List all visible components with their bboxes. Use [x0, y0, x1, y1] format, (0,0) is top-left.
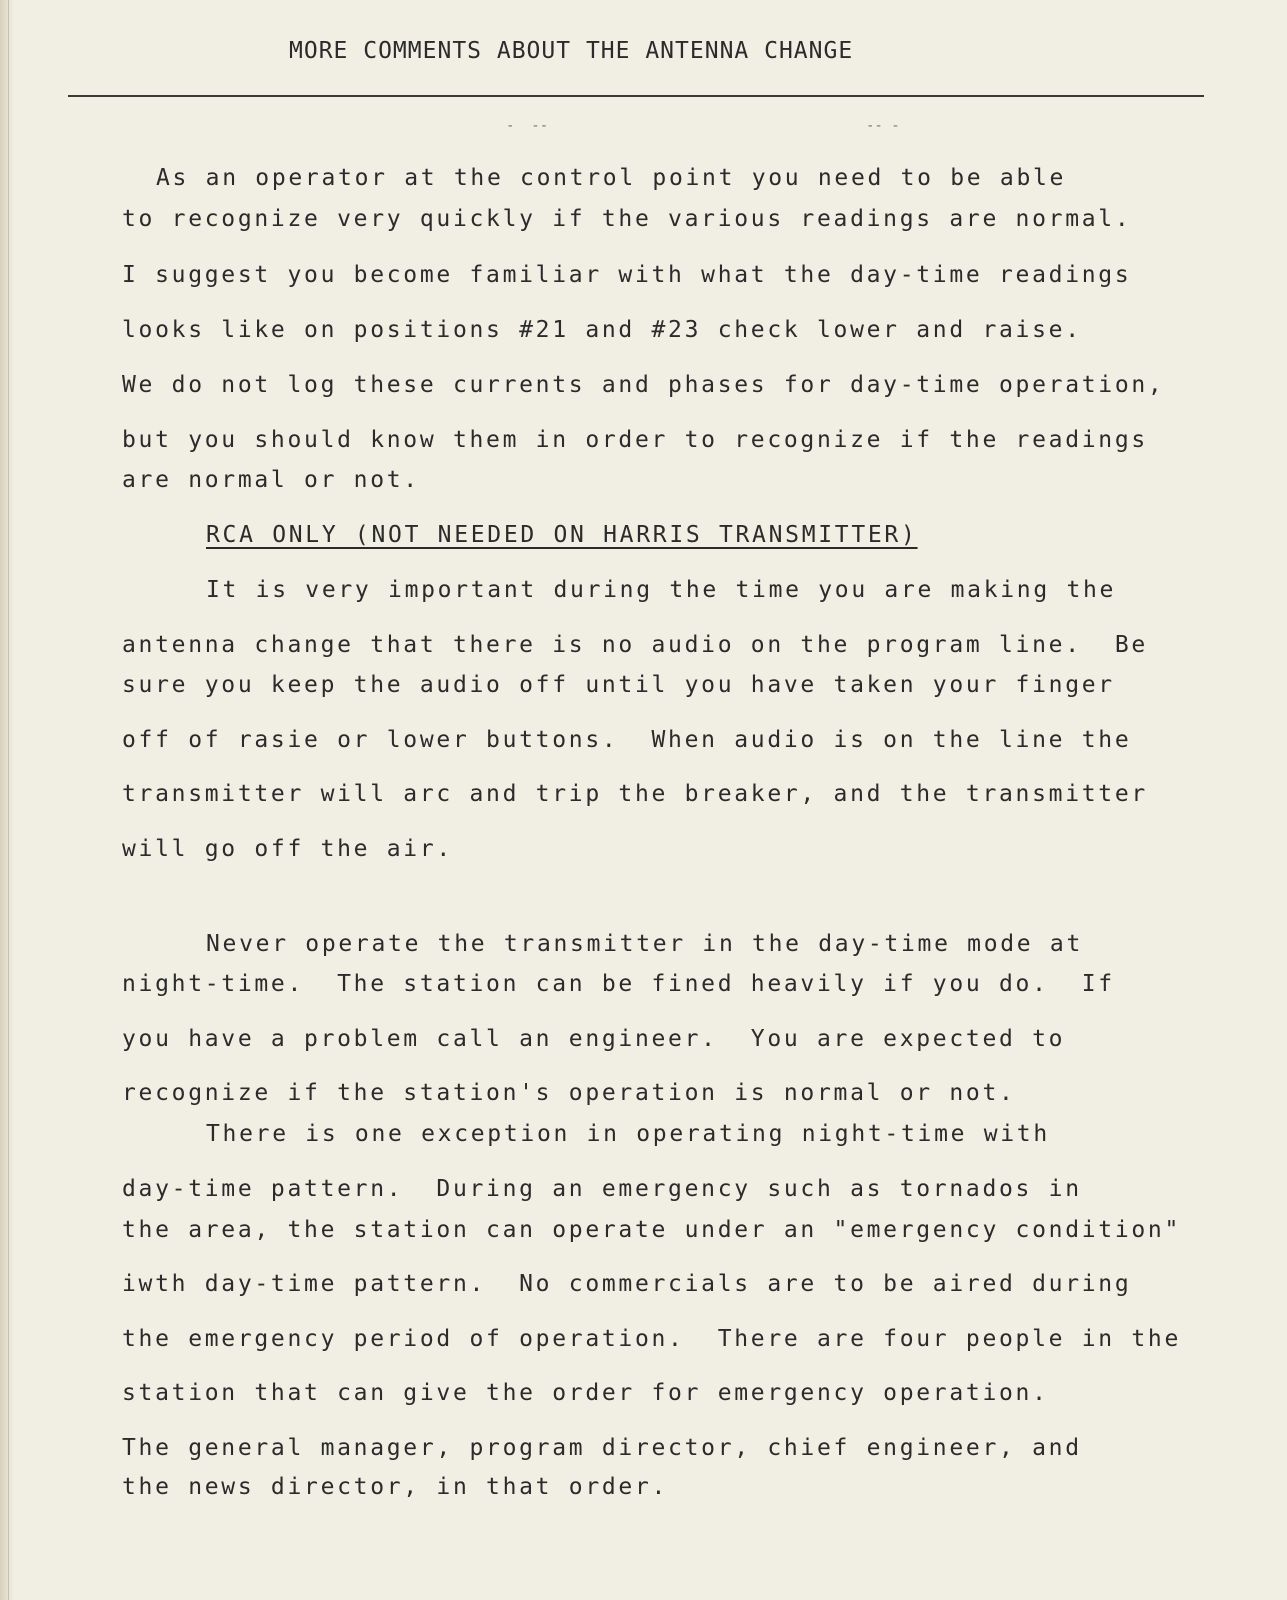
- paragraph-2-line: transmitter will arc and trip the breaker, and the transmitter: [122, 781, 1148, 807]
- paragraph-1-line: looks like on positions #21 and #23 check lower and raise.: [122, 317, 1082, 343]
- paragraph-3-line: you have a problem call an engineer. You are expected to: [122, 1026, 1066, 1052]
- paragraph-1-line: but you should know them in order to recognize if the readings: [122, 427, 1148, 453]
- paragraph-4-line: There is one exception in operating night-time with: [206, 1121, 1050, 1147]
- paragraph-4-line: The general manager, program director, chief engineer, and: [122, 1435, 1082, 1461]
- paragraph-4-line: iwth day-time pattern. No commercials are to be aired during: [122, 1271, 1132, 1297]
- paragraph-3-line: Never operate the transmitter in the day-time mode at: [206, 931, 1083, 957]
- paragraph-4-line: the news director, in that order.: [122, 1474, 669, 1500]
- paragraph-2-line: sure you keep the audio off until you have taken your finger: [122, 672, 1115, 698]
- typewriter-specks-left: - --: [506, 118, 549, 134]
- paragraph-1-line: to recognize very quickly if the various readings are normal.: [122, 206, 1132, 232]
- paragraph-4-line: station that can give the order for emergency operation.: [122, 1380, 1049, 1406]
- paragraph-3-line: night-time. The station can be fined heavily if you do. If: [122, 971, 1115, 997]
- page-binding-edge: [0, 0, 14, 1600]
- title-underline-rule: [68, 95, 1204, 97]
- section-heading-rca-only: RCA ONLY (NOT NEEDED ON HARRIS TRANSMITTER): [206, 522, 918, 548]
- paragraph-1-line: As an operator at the control point you need to be able: [156, 165, 1067, 191]
- paragraph-2-line: will go off the air.: [122, 836, 453, 862]
- paragraph-2-line: off of rasie or lower buttons. When audio is on the line the: [122, 727, 1132, 753]
- paragraph-3-line: recognize if the station's operation is normal or not.: [122, 1080, 1016, 1106]
- paragraph-2-line: It is very important during the time you are making the: [206, 577, 1117, 603]
- typewriter-specks-right: -- -: [866, 118, 900, 134]
- paragraph-1-line: I suggest you become familiar with what the day-time readings: [122, 262, 1132, 288]
- paragraph-4-line: day-time pattern. During an emergency such as tornados in: [122, 1176, 1082, 1202]
- paragraph-4-line: the area, the station can operate under an "emergency condition": [122, 1217, 1182, 1243]
- paragraph-4-line: the emergency period of operation. There are four people in the: [122, 1326, 1182, 1352]
- paragraph-2-line: antenna change that there is no audio on the program line. Be: [122, 632, 1148, 658]
- page-title: MORE COMMENTS ABOUT THE ANTENNA CHANGE: [289, 38, 854, 64]
- paragraph-1-line: We do not log these currents and phases for day-time operation,: [122, 372, 1165, 398]
- paragraph-1-line: are normal or not.: [122, 467, 420, 493]
